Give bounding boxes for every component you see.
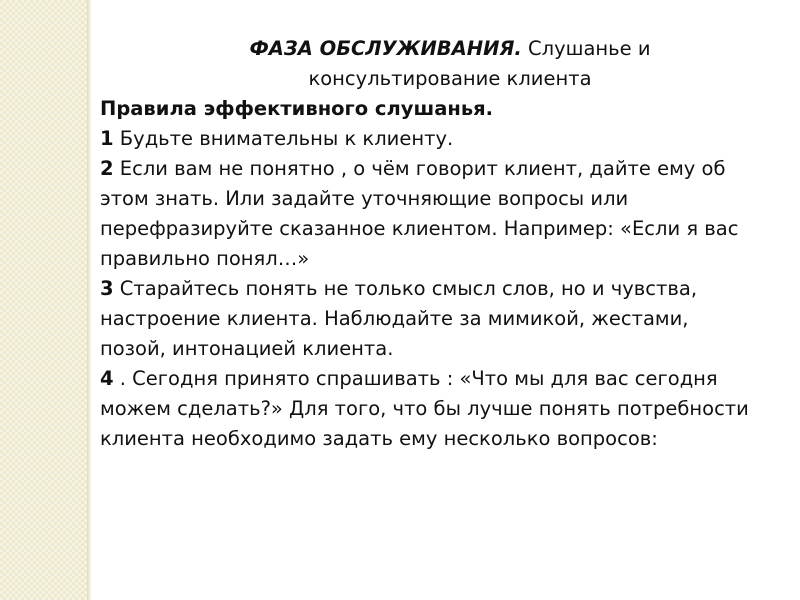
rule-item [100,124,760,154]
title-phase: ФАЗА ОБСЛУЖИВАНИЯ. [249,37,522,60]
title-rest: Слушанье и [521,37,651,60]
rule-number: 1 [100,127,114,150]
rule-text: Если вам не понятно , о чём говорит клиент, дайте ему об этом знать. Или задайте уточняющие вопросы или перефразируйте сказанное клиентом. Например: «Если я вас правильно понял…» [100,157,739,270]
rule-text: Старайтесь понять не только смысл слов, но и чувства, настроение клиента. Наблюдайте за мимикой, жестами, позой, интонацией клиента. [100,277,698,360]
rule-text: Будьте внимательны к клиенту. [113,127,454,150]
rule-text: . Сегодня принято спрашивать : «Что мы для вас сегодня можем сделать?» Для того, что бы лучше понять потребности клиента необходимо задать ему несколько вопросов: [100,367,749,450]
rule-item [100,364,760,454]
side-stripe-edge [87,0,91,600]
slide-content [100,34,760,454]
rule-item [100,274,760,364]
rule-item [100,154,760,274]
rule-number: 3 [100,277,114,300]
rules-heading: Правила эффективного слушанья. [100,97,494,120]
slide-title [140,34,760,64]
rule-number: 4 [100,367,114,390]
slide-subtitle: консультирование клиента [308,67,592,90]
decorative-side-stripe [0,0,87,600]
rule-number: 2 [100,157,114,180]
